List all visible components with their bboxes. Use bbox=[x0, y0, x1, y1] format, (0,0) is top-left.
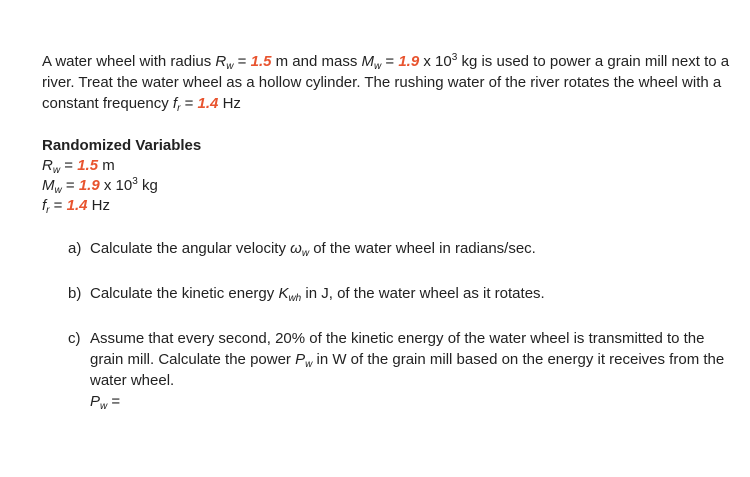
problem-document bbox=[42, 51, 732, 413]
problem-statement bbox=[42, 51, 732, 114]
mass-value: 1.9 bbox=[398, 53, 420, 70]
equals-sign: = bbox=[180, 95, 198, 112]
mass-symbol: M bbox=[361, 53, 374, 70]
question-list bbox=[42, 238, 732, 413]
radius-value: 1.5 bbox=[250, 53, 272, 70]
variable-frequency bbox=[42, 196, 732, 216]
question-a bbox=[42, 238, 732, 259]
power-symbol: P bbox=[90, 393, 101, 410]
question-text: Assume that every second, 20% of the kinetic energy of the water wheel is transmitted to the grain mill. Calculate the power bbox=[90, 330, 705, 368]
mass-subscript: w bbox=[374, 61, 382, 72]
question-text: Calculate the angular velocity bbox=[90, 240, 291, 257]
intro-text: m and mass bbox=[271, 53, 362, 70]
frequency-subscript: r bbox=[177, 103, 181, 114]
power-subscript: w bbox=[305, 359, 313, 370]
angular-velocity-symbol: ω bbox=[290, 240, 302, 257]
question-letter: b) bbox=[68, 285, 82, 302]
intro-text: kg is used to power a grain mill next to a river. Treat the water wheel as a hollow cylinder. The rushing water of the river rotates the wheel with a constant frequency bbox=[42, 53, 730, 112]
question-text: Calculate the kinetic energy bbox=[90, 285, 279, 302]
variable-mass bbox=[42, 176, 732, 196]
equals-sign: = bbox=[107, 393, 121, 410]
frequency-unit: Hz bbox=[87, 197, 110, 214]
intro-text: A water wheel with radius bbox=[42, 53, 216, 70]
question-text: in J, of the water wheel as it rotates. bbox=[301, 285, 545, 302]
randomized-variables-heading: Randomized Variables bbox=[42, 137, 202, 154]
question-text: of the water wheel in radians/sec. bbox=[309, 240, 536, 257]
equals-sign: = bbox=[49, 197, 67, 214]
intro-text: Hz bbox=[218, 95, 241, 112]
equals-sign: = bbox=[60, 157, 78, 174]
power-symbol: P bbox=[295, 351, 306, 368]
frequency-subscript: r bbox=[46, 205, 50, 216]
question-letter: c) bbox=[68, 330, 81, 347]
radius-subscript: w bbox=[52, 165, 61, 176]
power-subscript: w bbox=[100, 401, 108, 412]
radius-subscript: w bbox=[226, 61, 234, 72]
angular-velocity-subscript: w bbox=[301, 248, 310, 259]
answer-line-power bbox=[90, 391, 732, 413]
kinetic-energy-subscript: wh bbox=[288, 293, 302, 304]
mass-subscript: w bbox=[54, 185, 62, 196]
radius-value: 1.5 bbox=[77, 157, 99, 174]
equals-sign: = bbox=[61, 177, 79, 194]
exponent: 3 bbox=[132, 176, 138, 187]
kinetic-energy-symbol: K bbox=[278, 285, 289, 302]
variable-radius bbox=[42, 156, 732, 176]
question-c bbox=[42, 328, 732, 413]
question-text: in W of the grain mill based on the energy it receives from the water wheel. bbox=[90, 351, 725, 389]
frequency-symbol: f bbox=[42, 197, 47, 214]
frequency-symbol: f bbox=[172, 95, 178, 112]
exponent: 3 bbox=[451, 52, 458, 63]
equals-sign: = bbox=[233, 53, 251, 70]
frequency-value: 1.4 bbox=[66, 197, 88, 214]
radius-symbol: R bbox=[42, 157, 53, 174]
question-b bbox=[42, 283, 732, 304]
mass-value: 1.9 bbox=[78, 177, 100, 194]
question-letter: a) bbox=[68, 240, 82, 257]
radius-symbol: R bbox=[215, 53, 227, 70]
frequency-value: 1.4 bbox=[197, 95, 219, 112]
radius-unit: m bbox=[98, 157, 115, 174]
equals-sign: = bbox=[381, 53, 399, 70]
mass-multiplier: x 10 bbox=[99, 177, 133, 194]
mass-symbol: M bbox=[42, 177, 55, 194]
intro-text: x 10 bbox=[419, 53, 452, 70]
mass-unit: kg bbox=[137, 177, 158, 194]
